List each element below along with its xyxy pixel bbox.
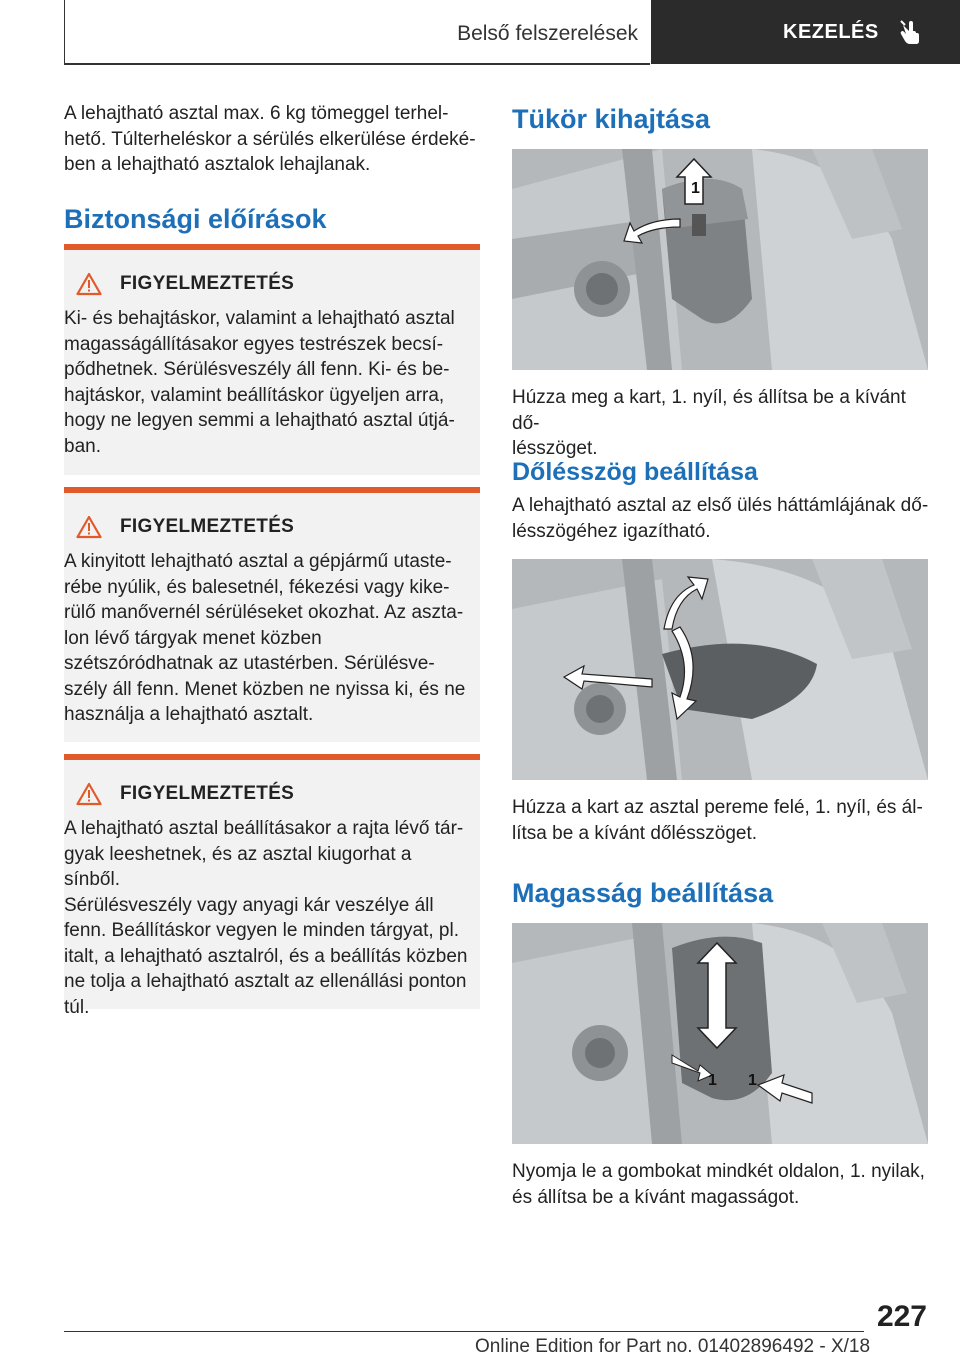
warning-line: hogy ne legyen semmi a lehajtható asztal útjá- <box>64 410 455 431</box>
warning-triangle-icon <box>76 782 102 806</box>
warning-line: Sérülésveszély vagy anyagi kár veszélye áll <box>64 894 434 916</box>
warning-line: A lehajtható asztal beállításakor a rajta lévő tár- <box>64 818 464 839</box>
intro-paragraph <box>64 101 482 178</box>
warning-title: FIGYELMEZTETÉS <box>120 516 295 537</box>
warning-title-row <box>64 782 470 806</box>
caption-line: Húzza a kart az asztal pereme felé, 1. nyíl, és ál- <box>512 797 923 818</box>
warning-body <box>64 306 470 459</box>
caption-line: és állítsa be a kívánt magasságot. <box>512 1186 800 1208</box>
intro-line: ben a lehajtható asztalok lehajlanak. <box>64 154 371 175</box>
warning-line: lon lévő tárgyak menet közben <box>64 627 322 649</box>
figure-mirror-unfold <box>512 149 928 370</box>
warning-line: fenn. Beállításkor vegyen le minden tárgyat, pl. <box>64 920 460 941</box>
safety-heading: Biztonsági előírások <box>64 204 327 234</box>
header-bottom-rule <box>64 63 650 65</box>
warning-line: túl. <box>64 996 90 1018</box>
caption-line: Húzza meg a kart, 1. nyíl, és állítsa be a kívánt dő- <box>512 387 906 434</box>
caption-line: Nyomja le a gombokat mindkét oldalon, 1. nyilak, <box>512 1161 925 1182</box>
intro-line: lésszögéhez igazítható. <box>512 520 711 542</box>
warning-line: Ki- és behajtáskor, valamint a lehajtható asztal <box>64 308 455 329</box>
section-heading-height: Magasság beállítása <box>512 878 774 908</box>
edition-note: Online Edition for Part no. 01402896492 - X/18 <box>475 1336 871 1357</box>
figure-label: 1 <box>748 1072 757 1089</box>
caption-tilt <box>512 795 932 846</box>
warning-body <box>64 549 470 728</box>
chapter-tab[interactable] <box>651 0 960 64</box>
footer-rule <box>64 1331 864 1332</box>
figure-tilt-adjust <box>512 559 928 780</box>
intro-line: A lehajtható asztal az első ülés háttámlájának dő- <box>512 495 929 516</box>
caption-height <box>512 1159 932 1210</box>
warning-title: FIGYELMEZTETÉS <box>120 783 295 804</box>
warning-line: használja a lehajtható asztalt. <box>64 704 314 725</box>
warning-line: magasságállításakor egyes testrészek becsí- <box>64 333 444 355</box>
warning-line: italt, a lehajtható asztalról, és a beállítás közben <box>64 945 468 967</box>
warning-line: A kinyitott lehajtható asztal a gépjármű utaste- <box>64 551 452 572</box>
page-number: 227 <box>876 1300 927 1333</box>
warning-triangle-icon <box>76 272 102 296</box>
pointing-hand-icon <box>899 19 923 45</box>
section-heading-tilt: Dőlésszög beállítása <box>512 458 758 486</box>
warning-line: hajtáskor, valamint beállításkor ügyeljen arra, <box>64 384 445 406</box>
warning-line: ban. <box>64 435 101 457</box>
warning-line: gyak leeshetnek, és az asztal kiugorhat a sínből. <box>64 843 412 890</box>
caption-line: lésszöget. <box>512 438 598 459</box>
warning-line: ne tolja a lehajtható asztalt az ellenállási ponton <box>64 971 467 992</box>
figure-height-adjust <box>512 923 928 1144</box>
intro-line: A lehajtható asztal max. 6 kg tömeggel terhel- <box>64 103 449 124</box>
section-title: Belső felszerelések <box>457 22 638 45</box>
warning-line: szétszóródhatnak az utastérben. Sérülésve- <box>64 653 435 674</box>
chapter-tab-label: KEZELÉS <box>783 20 879 43</box>
warning-box <box>64 487 480 742</box>
warning-line: rülő manővernél sérüléseket okozhat. Az aszta- <box>64 602 464 623</box>
warning-line: rébe nyúlik, és balesetnél, fékezési vagy kike- <box>64 576 450 598</box>
section-heading-mirror: Tükör kihajtása <box>512 104 711 134</box>
warning-title-row <box>64 515 470 539</box>
figure-label: 1 <box>691 180 700 197</box>
warning-box <box>64 754 480 1018</box>
caption-mirror <box>512 385 932 462</box>
warning-line: pődhetnek. Sérülésveszély áll fenn. Ki- és be- <box>64 359 450 380</box>
warning-title-row <box>64 272 470 296</box>
warning-box <box>64 244 480 475</box>
intro-line: hető. Túlterheléskor a sérülés elkerülése érdeké- <box>64 128 476 150</box>
warning-line: szély áll fenn. Menet közben ne nyissa ki, és ne <box>64 678 466 700</box>
caption-line: lítsa be a kívánt dőlésszöget. <box>512 822 758 844</box>
warning-body <box>64 816 470 1020</box>
warning-title: FIGYELMEZTETÉS <box>120 273 295 294</box>
warning-triangle-icon <box>76 515 102 539</box>
figure-label: 1 <box>708 1072 717 1089</box>
intro-tilt <box>512 493 932 544</box>
